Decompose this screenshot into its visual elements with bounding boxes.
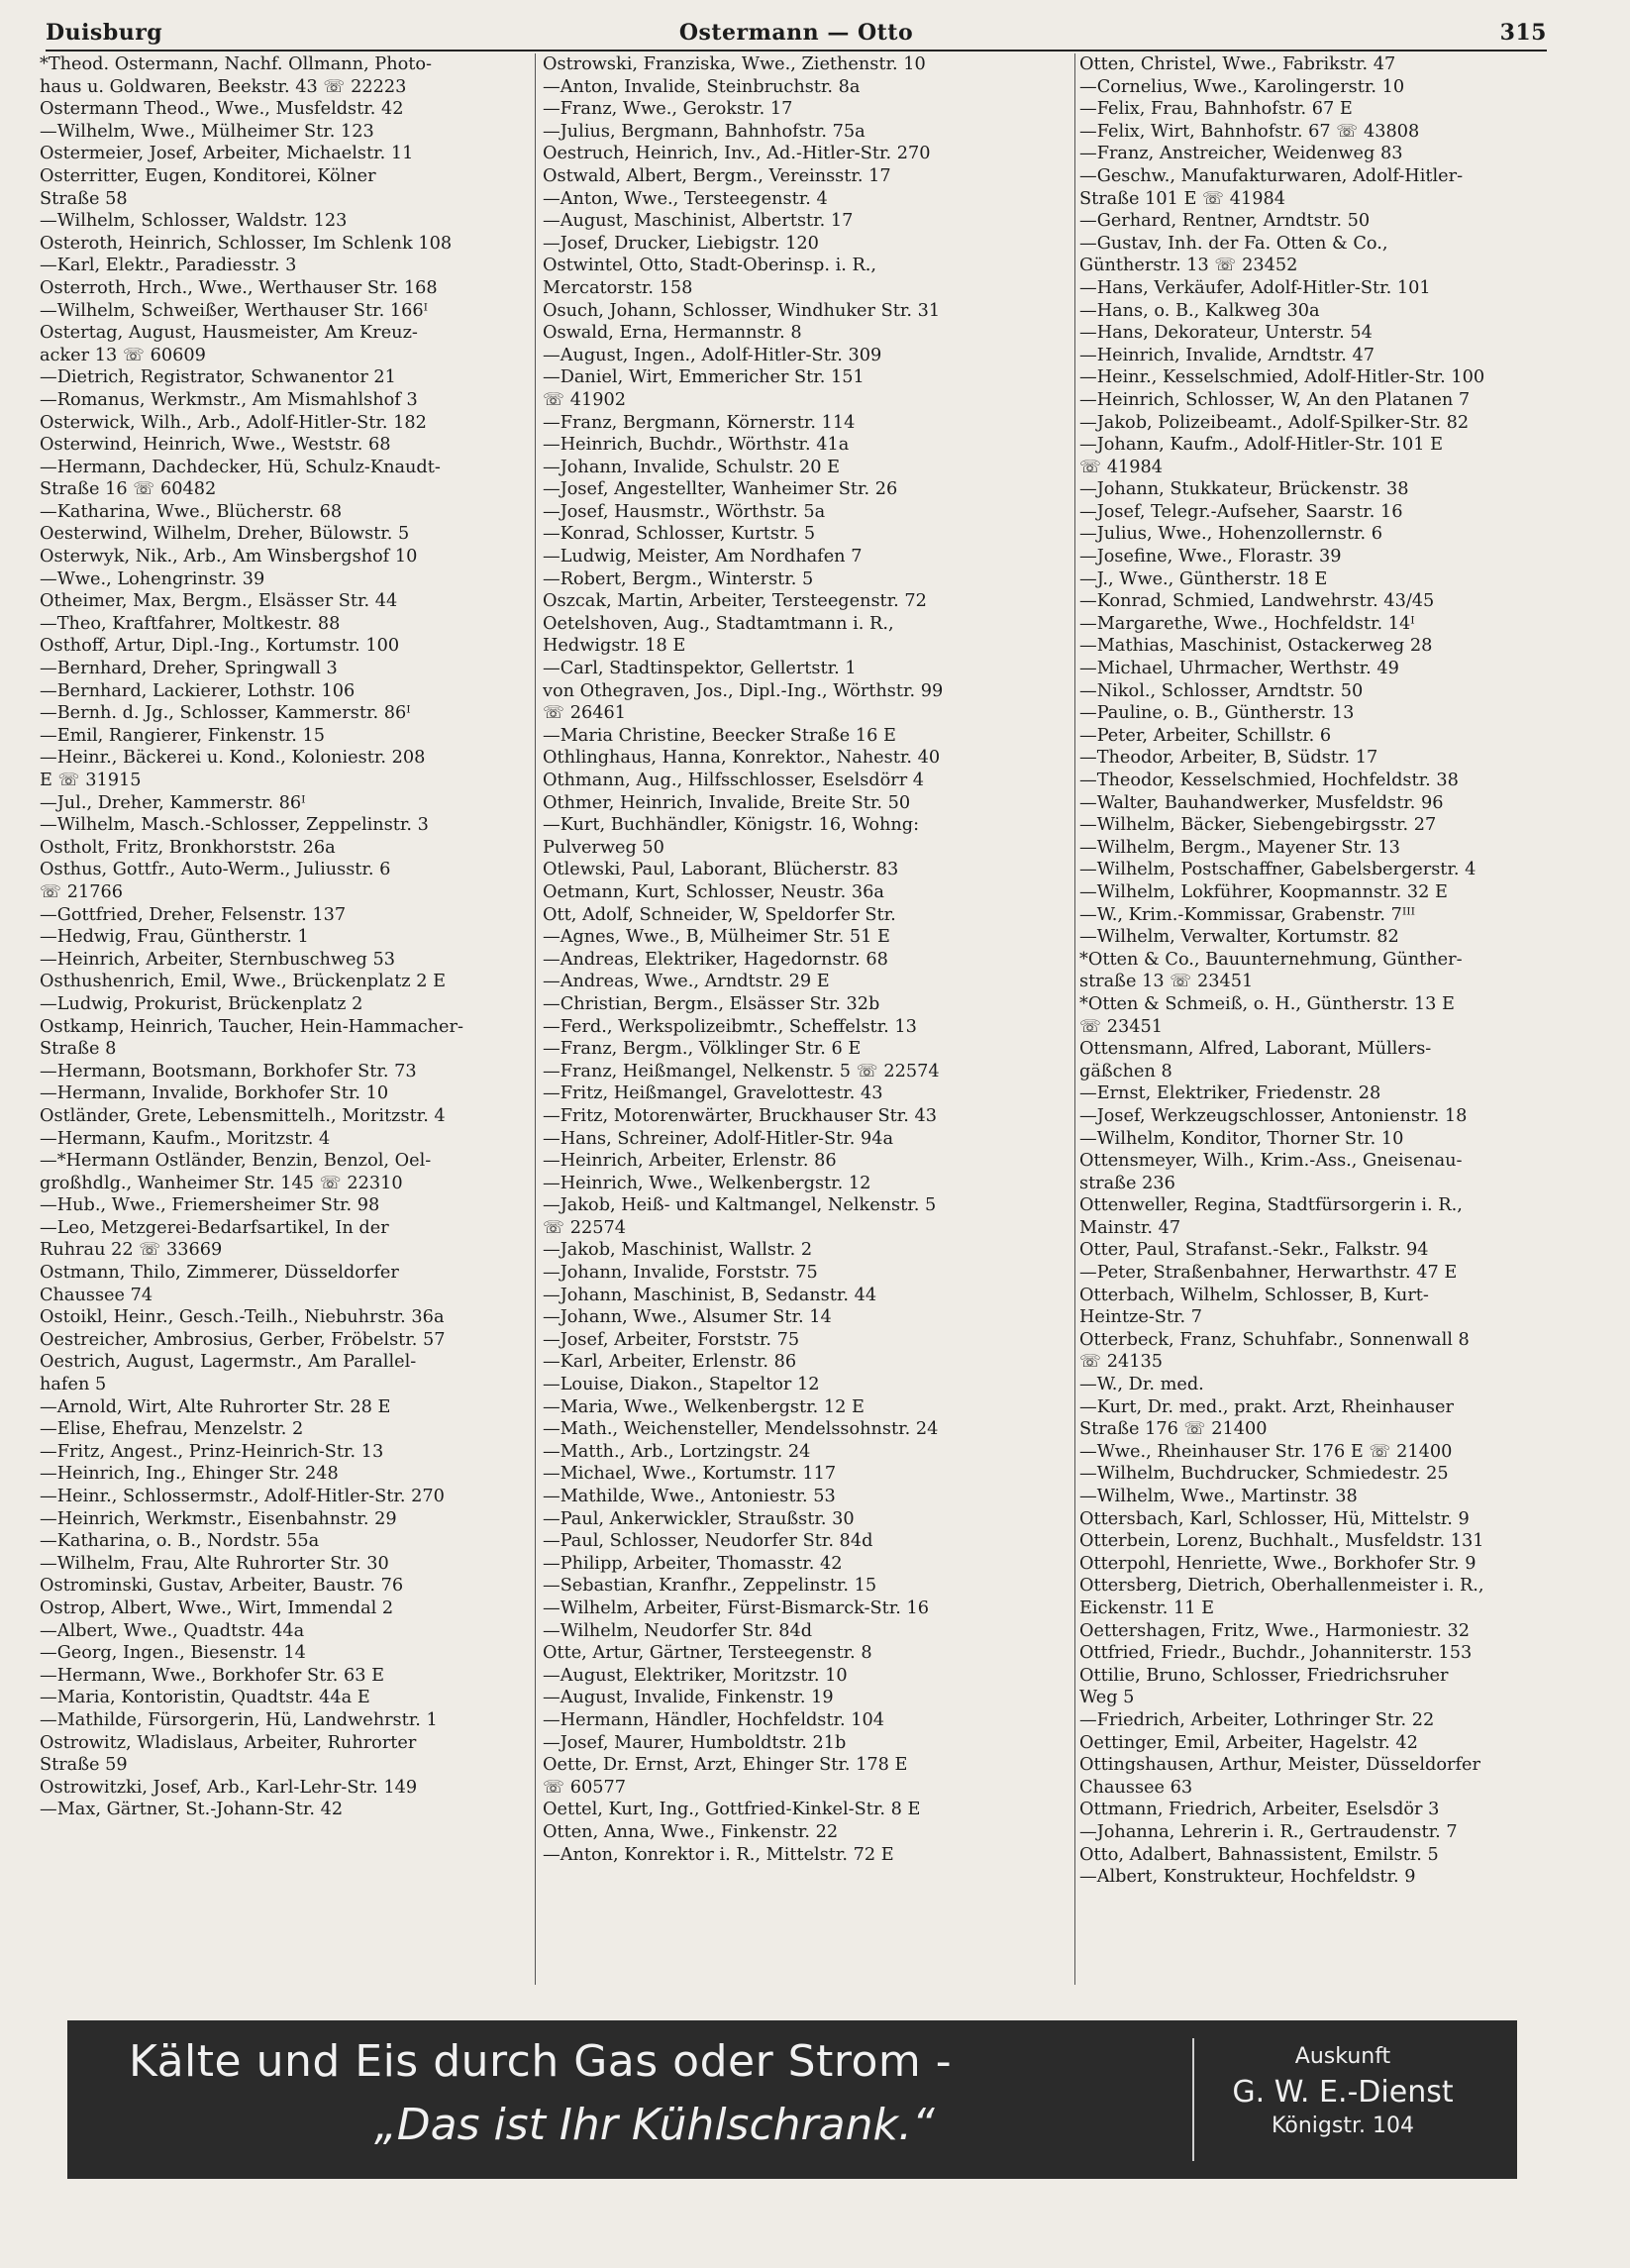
directory-entry: —Julius, Bergmann, Bahnhofstr. 75a bbox=[543, 121, 866, 142]
directory-entry: Othmer, Heinrich, Invalide, Breite Str. 50 bbox=[543, 792, 911, 813]
directory-entry: acker 13 ☏ 60609 bbox=[40, 345, 206, 365]
directory-entry: —Konrad, Schlosser, Kurtstr. 5 bbox=[543, 524, 816, 545]
directory-entry: Oetelshoven, Aug., Stadtamtmann i. R., bbox=[543, 613, 894, 634]
directory-entry: straße 236 bbox=[1079, 1173, 1175, 1193]
directory-entry: —Mathias, Maschinist, Ostackerweg 28 bbox=[1079, 636, 1433, 657]
directory-entry: —Josef, Arbeiter, Forststr. 75 bbox=[543, 1329, 800, 1350]
directory-entry: Ostländer, Grete, Lebensmittelh., Moritzstr. 4 bbox=[40, 1105, 446, 1126]
directory-entry: —Peter, Arbeiter, Schillstr. 6 bbox=[1079, 725, 1332, 746]
directory-entry: —Franz, Anstreicher, Weidenweg 83 bbox=[1079, 144, 1403, 164]
directory-entry: —Theodor, Arbeiter, B, Südstr. 17 bbox=[1079, 748, 1378, 769]
directory-entry: Otterbach, Wilhelm, Schlosser, B, Kurt- bbox=[1079, 1285, 1429, 1305]
directory-entry: —Paul, Schlosser, Neudorfer Str. 84d bbox=[543, 1531, 873, 1552]
directory-entry: —Wilhelm, Konditor, Thorner Str. 10 bbox=[1079, 1128, 1404, 1149]
directory-entry: —Paul, Ankerwickler, Straußstr. 30 bbox=[543, 1508, 855, 1529]
directory-entry: —Hub., Wwe., Friemersheimer Str. 98 bbox=[40, 1195, 380, 1216]
directory-entry: Ostermann Theod., Wwe., Musfeldstr. 42 bbox=[40, 99, 404, 120]
directory-columns bbox=[40, 53, 1555, 1985]
directory-entry: —Bernhard, Dreher, Springwall 3 bbox=[40, 659, 338, 679]
directory-entry: Ottersbach, Karl, Schlosser, Hü, Mittelstr. 9 bbox=[1079, 1508, 1470, 1529]
directory-entry: —W., Dr. med. bbox=[1079, 1375, 1204, 1395]
directory-entry: —Julius, Wwe., Hohenzollernstr. 6 bbox=[1079, 524, 1382, 545]
directory-entry: ☏ 26461 bbox=[543, 703, 627, 724]
directory-entry: —Wilhelm, Wwe., Martinstr. 38 bbox=[1079, 1487, 1358, 1506]
directory-entry: hafen 5 bbox=[40, 1375, 107, 1395]
directory-entry: —Josef, Drucker, Liebigstr. 120 bbox=[543, 233, 819, 254]
directory-entry: Ostmann, Thilo, Zimmerer, Düsseldorfer bbox=[40, 1263, 399, 1284]
directory-entry: Otlewski, Paul, Laborant, Blücherstr. 83 bbox=[543, 860, 899, 880]
directory-entry: —Albert, Wwe., Quadtstr. 44a bbox=[40, 1620, 305, 1641]
directory-entry: Ostrop, Albert, Wwe., Wirt, Immendal 2 bbox=[40, 1598, 394, 1618]
directory-entry: Eickenstr. 11 E bbox=[1079, 1598, 1215, 1618]
directory-entry: Otterbeck, Franz, Schuhfabr., Sonnenwall 8 bbox=[1079, 1329, 1470, 1350]
directory-entry: Ostwintel, Otto, Stadt-Oberinsp. i. R., bbox=[543, 256, 877, 276]
directory-entry: —Wwe., Lohengrinstr. 39 bbox=[40, 568, 265, 589]
directory-entry: Ostrowitz, Wladislaus, Arbeiter, Ruhrorter bbox=[40, 1732, 417, 1753]
directory-entry: Mainstr. 47 bbox=[1079, 1217, 1181, 1238]
directory-entry: —Theodor, Kesselschmied, Hochfeldstr. 38 bbox=[1079, 771, 1459, 790]
directory-entry: Oestrich, August, Lagermstr., Am Parallel- bbox=[40, 1352, 417, 1373]
directory-entry: —Gustav, Inh. der Fa. Otten & Co., bbox=[1079, 233, 1388, 254]
directory-entry: Ottfried, Friedr., Buchdr., Johanniterstr. 153 bbox=[1079, 1643, 1473, 1664]
directory-entry: —Hermann, Händler, Hochfeldstr. 104 bbox=[543, 1709, 885, 1730]
directory-entry: —Daniel, Wirt, Emmericher Str. 151 bbox=[543, 367, 865, 388]
directory-entry: —Carl, Stadtinspektor, Gellertstr. 1 bbox=[543, 659, 857, 679]
directory-entry: —Wwe., Rheinhauser Str. 176 E ☏ 21400 bbox=[1079, 1441, 1453, 1462]
directory-entry: Oestruch, Heinrich, Inv., Ad.-Hitler-Str. 270 bbox=[543, 144, 931, 164]
directory-entry: Osterroth, Hrch., Wwe., Werthauser Str. 168 bbox=[40, 277, 438, 298]
directory-entry: —Wilhelm, Masch.-Schlosser, Zeppelinstr. 3 bbox=[40, 815, 429, 836]
ad-box-title: Auskunft bbox=[1294, 2044, 1391, 2069]
header-range: Ostermann — Otto bbox=[678, 20, 914, 46]
directory-entry: —Josef, Angestellter, Wanheimer Str. 26 bbox=[543, 479, 898, 500]
directory-entry: —Johann, Kaufm., Adolf-Hitler-Str. 101 E bbox=[1079, 435, 1444, 456]
ad-box-address: Königstr. 104 bbox=[1272, 2113, 1414, 2138]
directory-entry: Oettershagen, Fritz, Wwe., Harmoniestr. 32 bbox=[1079, 1620, 1471, 1641]
directory-entry: von Othegraven, Jos., Dipl.-Ing., Wörthstr. 99 bbox=[543, 680, 944, 701]
directory-entry: ☏ 60577 bbox=[543, 1777, 627, 1798]
directory-entry: Oettinger, Emil, Arbeiter, Hagelstr. 42 bbox=[1079, 1732, 1418, 1753]
directory-entry: Oettel, Kurt, Ing., Gottfried-Kinkel-Str. 8 E bbox=[543, 1800, 921, 1820]
directory-entry: *Otten & Co., Bauunternehmung, Günther- bbox=[1079, 949, 1463, 970]
directory-entry: —Margarethe, Wwe., Hochfeldstr. 14ᴵ bbox=[1079, 613, 1415, 634]
directory-entry: —Bernh. d. Jg., Schlosser, Kammerstr. 86ᴵ bbox=[40, 703, 411, 724]
directory-entry: —Johanna, Lehrerin i. R., Gertraudenstr. 7 bbox=[1079, 1821, 1458, 1842]
directory-entry: ☏ 41902 bbox=[543, 389, 627, 410]
directory-column-3 bbox=[1079, 53, 1555, 1985]
directory-entry: Otten, Anna, Wwe., Finkenstr. 22 bbox=[543, 1821, 839, 1842]
directory-entry: —Wilhelm, Wwe., Mülheimer Str. 123 bbox=[40, 121, 374, 142]
directory-entry: Güntherstr. 13 ☏ 23452 bbox=[1079, 256, 1298, 276]
directory-entry: —Ferd., Werkspolizeibmtr., Scheffelstr. 13 bbox=[543, 1016, 917, 1037]
ad-headline: Kälte und Eis durch Gas oder Strom - bbox=[129, 2036, 953, 2087]
directory-entry: —Anton, Invalide, Steinbruchstr. 8a bbox=[543, 76, 861, 97]
directory-entry: Othlinghaus, Hanna, Konrektor., Nahestr. 40 bbox=[543, 748, 941, 769]
directory-entry: Pulverweg 50 bbox=[543, 837, 664, 858]
directory-entry: —Robert, Bergm., Winterstr. 5 bbox=[543, 568, 814, 589]
directory-entry: großhdlg., Wanheimer Str. 145 ☏ 22310 bbox=[40, 1173, 403, 1193]
directory-column-2 bbox=[543, 53, 1070, 1985]
directory-entry: —Jul., Dreher, Kammerstr. 86ᴵ bbox=[40, 792, 306, 813]
directory-entry: Osthushenrich, Emil, Wwe., Brückenplatz 2 E bbox=[40, 972, 447, 992]
directory-entry: —Walter, Bauhandwerker, Musfeldstr. 96 bbox=[1079, 792, 1444, 813]
directory-entry: Ruhrau 22 ☏ 33669 bbox=[40, 1240, 223, 1261]
directory-entry: —August, Invalide, Finkenstr. 19 bbox=[543, 1688, 834, 1708]
directory-entry: —Hermann, Wwe., Borkhofer Str. 63 E bbox=[40, 1665, 385, 1686]
directory-entry: —Andreas, Wwe., Arndtstr. 29 E bbox=[543, 972, 830, 992]
directory-entry: —Michael, Uhrmacher, Werthstr. 49 bbox=[1079, 659, 1399, 679]
directory-entry: —Albert, Konstrukteur, Hochfeldstr. 9 bbox=[1079, 1867, 1416, 1888]
directory-entry: Chaussee 74 bbox=[40, 1285, 153, 1305]
directory-entry: —Katharina, Wwe., Blücherstr. 68 bbox=[40, 501, 343, 522]
directory-entry: —Heinrich, Werkmstr., Eisenbahnstr. 29 bbox=[40, 1508, 397, 1529]
directory-entry: —Franz, Heißmangel, Nelkenstr. 5 ☏ 22574 bbox=[543, 1061, 940, 1082]
directory-entry: —Josef, Maurer, Humboldtstr. 21b bbox=[543, 1732, 847, 1753]
directory-entry: —Wilhelm, Postschaffner, Gabelsbergerstr. 4 bbox=[1079, 860, 1477, 880]
directory-entry: Straße 8 bbox=[40, 1039, 117, 1060]
directory-entry: —Wilhelm, Frau, Alte Ruhrorter Str. 30 bbox=[40, 1553, 389, 1574]
directory-entry: Oswald, Erna, Hermannstr. 8 bbox=[543, 323, 802, 344]
directory-entry: haus u. Goldwaren, Beekstr. 43 ☏ 22223 bbox=[40, 76, 407, 97]
directory-entry: Ottersberg, Dietrich, Oberhallenmeister i. R., bbox=[1079, 1576, 1484, 1597]
directory-entry: —Heinr., Schlossermstr., Adolf-Hitler-Str. 270 bbox=[40, 1487, 445, 1506]
directory-entry: Oesterwind, Wilhelm, Dreher, Bülowstr. 5 bbox=[40, 524, 410, 545]
directory-entry: Heintze-Str. 7 bbox=[1079, 1307, 1203, 1328]
directory-entry: *Otten & Schmeiß, o. H., Güntherstr. 13 E bbox=[1079, 993, 1455, 1014]
directory-entry: —Hans, Verkäufer, Adolf-Hitler-Str. 101 bbox=[1079, 277, 1431, 298]
directory-entry: Ostwald, Albert, Bergm., Vereinsstr. 17 bbox=[543, 165, 891, 186]
directory-entry: —Jakob, Polizeibeamt., Adolf-Spilker-Str. 82 bbox=[1079, 412, 1470, 433]
directory-entry: Otto, Adalbert, Bahnassistent, Emilstr. 5 bbox=[1079, 1844, 1439, 1865]
directory-entry: —Peter, Straßenbahner, Herwarthstr. 47 E bbox=[1079, 1263, 1458, 1284]
directory-entry: —Johann, Maschinist, B, Sedanstr. 44 bbox=[543, 1285, 877, 1305]
directory-entry: Osterwyk, Nik., Arb., Am Winsbergshof 10 bbox=[40, 547, 418, 567]
directory-entry: —Fritz, Angest., Prinz-Heinrich-Str. 13 bbox=[40, 1441, 384, 1462]
directory-entry: —Pauline, o. B., Güntherstr. 13 bbox=[1079, 703, 1355, 724]
directory-entry: —August, Maschinist, Albertstr. 17 bbox=[543, 211, 854, 232]
directory-entry: —Karl, Elektr., Paradiesstr. 3 bbox=[40, 256, 297, 276]
directory-entry: —Fritz, Heißmangel, Gravelottestr. 43 bbox=[543, 1083, 883, 1104]
directory-entry: —Philipp, Arbeiter, Thomasstr. 42 bbox=[543, 1553, 843, 1574]
directory-entry: —Anton, Konrektor i. R., Mittelstr. 72 E bbox=[543, 1844, 894, 1865]
directory-entry: —Wilhelm, Bäcker, Siebengebirgsstr. 27 bbox=[1079, 815, 1437, 836]
directory-entry: Ott, Adolf, Schneider, W, Speldorfer Str. bbox=[543, 904, 896, 925]
directory-entry: —Heinrich, Schlosser, W, An den Platanen 7 bbox=[1079, 389, 1471, 410]
directory-entry: —Dietrich, Registrator, Schwanentor 21 bbox=[40, 367, 396, 388]
page-number: 315 bbox=[1499, 20, 1547, 46]
directory-entry: —Ludwig, Meister, Am Nordhafen 7 bbox=[543, 547, 863, 567]
directory-entry: —Cornelius, Wwe., Karolingerstr. 10 bbox=[1079, 76, 1405, 97]
directory-entry: —*Hermann Ostländer, Benzin, Benzol, Oel- bbox=[40, 1151, 432, 1172]
directory-entry: Ostertag, August, Hausmeister, Am Kreuz- bbox=[40, 323, 418, 344]
directory-entry: straße 13 ☏ 23451 bbox=[1079, 972, 1254, 992]
directory-entry: —Maria, Kontoristin, Quadtstr. 44a E bbox=[40, 1688, 370, 1708]
ad-box-name: G. W. E.-Dienst bbox=[1232, 2075, 1454, 2110]
directory-entry: gäßchen 8 bbox=[1079, 1061, 1172, 1082]
directory-entry: —Heinrich, Buchdr., Wörthstr. 41a bbox=[543, 435, 850, 456]
directory-entry: —Maria Christine, Beecker Straße 16 E bbox=[543, 725, 896, 746]
directory-entry: —W., Krim.-Kommissar, Grabenstr. 7ᴵᴵᴵ bbox=[1079, 904, 1416, 925]
directory-entry: Osterwind, Heinrich, Wwe., Weststr. 68 bbox=[40, 435, 391, 456]
directory-entry: Straße 59 bbox=[40, 1755, 128, 1776]
directory-entry: Oetmann, Kurt, Schlosser, Neustr. 36a bbox=[543, 881, 884, 902]
directory-entry: Ostrowitzki, Josef, Arb., Karl-Lehr-Str. 149 bbox=[40, 1777, 418, 1798]
directory-entry: Ostoikl, Heinr., Gesch.-Teilh., Niebuhrstr. 36a bbox=[40, 1307, 445, 1328]
directory-entry: —Friedrich, Arbeiter, Lothringer Str. 22 bbox=[1079, 1709, 1435, 1730]
directory-entry: —Elise, Ehefrau, Menzelstr. 2 bbox=[40, 1419, 304, 1440]
directory-entry: Weg 5 bbox=[1079, 1688, 1135, 1708]
directory-entry: —Wilhelm, Bergm., Mayener Str. 13 bbox=[1079, 837, 1400, 858]
directory-entry: Hedwigstr. 18 E bbox=[543, 636, 686, 657]
directory-entry: —Johann, Stukkateur, Brückenstr. 38 bbox=[1079, 479, 1409, 500]
directory-entry: Oestreicher, Ambrosius, Gerber, Fröbelstr. 57 bbox=[40, 1329, 446, 1350]
directory-entry: —Heinrich, Invalide, Arndtstr. 47 bbox=[1079, 345, 1375, 365]
directory-entry: —Heinrich, Ing., Ehinger Str. 248 bbox=[40, 1464, 339, 1485]
directory-entry: Oszcak, Martin, Arbeiter, Tersteegenstr. 72 bbox=[543, 591, 927, 612]
directory-entry: —Wilhelm, Verwalter, Kortumstr. 82 bbox=[1079, 927, 1399, 948]
directory-column-1 bbox=[40, 53, 529, 1985]
directory-entry: —Matth., Arb., Lortzingstr. 24 bbox=[543, 1441, 811, 1462]
directory-entry: —Wilhelm, Neudorfer Str. 84d bbox=[543, 1620, 813, 1641]
directory-entry: —Felix, Frau, Bahnhofstr. 67 E bbox=[1079, 99, 1353, 120]
directory-entry: —Romanus, Werkmstr., Am Mismahlshof 3 bbox=[40, 389, 418, 410]
directory-entry: Osterwick, Wilh., Arb., Adolf-Hitler-Str. 182 bbox=[40, 412, 427, 433]
directory-entry: —Wilhelm, Schweißer, Werthauser Str. 166ᴵ bbox=[40, 300, 428, 321]
directory-entry: Chaussee 63 bbox=[1079, 1777, 1193, 1798]
directory-entry: —Michael, Wwe., Kortumstr. 117 bbox=[543, 1464, 837, 1485]
directory-entry: —Heinrich, Arbeiter, Erlenstr. 86 bbox=[543, 1151, 837, 1172]
directory-entry: —Hans, o. B., Kalkweg 30a bbox=[1079, 300, 1320, 321]
directory-entry: —Mathilde, Fürsorgerin, Hü, Landwehrstr. 1 bbox=[40, 1709, 438, 1730]
directory-entry: ☏ 24135 bbox=[1079, 1352, 1164, 1373]
directory-entry: —Christian, Bergm., Elsässer Str. 32b bbox=[543, 993, 880, 1014]
directory-entry: —Franz, Bergm., Völklinger Str. 6 E bbox=[543, 1039, 862, 1060]
directory-entry: Ottmann, Friedrich, Arbeiter, Eselsdör 3 bbox=[1079, 1800, 1440, 1820]
directory-entry: —Hermann, Invalide, Borkhofer Str. 10 bbox=[40, 1083, 389, 1104]
page-header bbox=[46, 16, 1547, 52]
directory-entry: —Felix, Wirt, Bahnhofstr. 67 ☏ 43808 bbox=[1079, 121, 1420, 142]
directory-entry: —Ludwig, Prokurist, Brückenplatz 2 bbox=[40, 993, 363, 1014]
directory-entry: —Gerhard, Rentner, Arndtstr. 50 bbox=[1079, 211, 1371, 232]
directory-entry: ☏ 41984 bbox=[1079, 457, 1164, 477]
directory-entry: —Anton, Wwe., Tersteegenstr. 4 bbox=[543, 188, 828, 209]
directory-entry: Ottensmeyer, Wilh., Krim.-Ass., Gneisenau- bbox=[1079, 1151, 1463, 1172]
directory-entry: —Johann, Wwe., Alsumer Str. 14 bbox=[543, 1307, 832, 1328]
directory-entry: Ostrominski, Gustav, Arbeiter, Baustr. 76 bbox=[40, 1576, 404, 1597]
directory-entry: —Franz, Wwe., Gerokstr. 17 bbox=[543, 99, 793, 120]
directory-entry: —Maria, Wwe., Welkenbergstr. 12 E bbox=[543, 1396, 865, 1417]
directory-entry: —Bernhard, Lackierer, Lothstr. 106 bbox=[40, 680, 356, 701]
directory-entry: —Johann, Invalide, Schulstr. 20 E bbox=[543, 457, 841, 477]
directory-entry: —Wilhelm, Schlosser, Waldstr. 123 bbox=[40, 211, 348, 232]
directory-entry: —Ernst, Elektriker, Friedenstr. 28 bbox=[1079, 1083, 1381, 1104]
directory-entry: ☏ 22574 bbox=[543, 1217, 627, 1238]
directory-entry: Ostrowski, Franziska, Wwe., Ziethenstr. 10 bbox=[543, 54, 926, 74]
ad-slogan: „Das ist Ihr Kühlschrank.“ bbox=[374, 2100, 935, 2150]
advertisement-banner bbox=[67, 2020, 1517, 2179]
directory-entry: —Arnold, Wirt, Alte Ruhrorter Str. 28 E bbox=[40, 1396, 391, 1417]
directory-entry: Ostholt, Fritz, Bronkhorststr. 26a bbox=[40, 837, 336, 858]
directory-entry: ☏ 21766 bbox=[40, 881, 124, 902]
directory-entry: —Nikol., Schlosser, Arndtstr. 50 bbox=[1079, 680, 1364, 701]
directory-entry: —Josef, Hausmstr., Wörthstr. 5a bbox=[543, 501, 826, 522]
directory-entry: Otterbein, Lorenz, Buchhalt., Musfeldstr. 131 bbox=[1079, 1531, 1484, 1552]
directory-entry: —Heinr., Bäckerei u. Kond., Koloniestr. 208 bbox=[40, 748, 426, 769]
directory-entry: —Heinrich, Arbeiter, Sternbuschweg 53 bbox=[40, 949, 395, 970]
directory-entry: Ottingshausen, Arthur, Meister, Düsseldorfer bbox=[1079, 1755, 1480, 1776]
column-divider bbox=[535, 53, 536, 1985]
directory-entry: Straße 176 ☏ 21400 bbox=[1079, 1419, 1268, 1440]
directory-entry: Othmann, Aug., Hilfsschlosser, Eselsdörr 4 bbox=[543, 771, 925, 790]
directory-entry: Straße 58 bbox=[40, 188, 128, 209]
directory-entry: —Emil, Rangierer, Finkenstr. 15 bbox=[40, 725, 326, 746]
directory-entry: —Leo, Metzgerei-Bedarfsartikel, In der bbox=[40, 1217, 389, 1238]
directory-entry: —Geschw., Manufakturwaren, Adolf-Hitler- bbox=[1079, 165, 1464, 186]
directory-entry: Ottenweller, Regina, Stadtfürsorgerin i. R., bbox=[1079, 1195, 1463, 1216]
directory-entry: —Math., Weichensteller, Mendelssohnstr. 24 bbox=[543, 1419, 939, 1440]
directory-entry: —Josef, Werkzeugschlosser, Antonienstr. 18 bbox=[1079, 1105, 1468, 1126]
directory-entry: —Hedwig, Frau, Güntherstr. 1 bbox=[40, 927, 309, 948]
directory-entry: —Gottfried, Dreher, Felsenstr. 137 bbox=[40, 904, 347, 925]
directory-entry: *Theod. Ostermann, Nachf. Ollmann, Photo- bbox=[40, 54, 432, 74]
directory-entry: Osteroth, Heinrich, Schlosser, Im Schlenk 108 bbox=[40, 233, 453, 254]
directory-entry: —Katharina, o. B., Nordstr. 55a bbox=[40, 1531, 320, 1552]
directory-entry: —Karl, Arbeiter, Erlenstr. 86 bbox=[543, 1352, 797, 1373]
directory-entry: —Josef, Telegr.-Aufseher, Saarstr. 16 bbox=[1079, 501, 1403, 522]
directory-entry: Ostermeier, Josef, Arbeiter, Michaelstr. 11 bbox=[40, 144, 414, 164]
directory-entry: —Andreas, Elektriker, Hagedornstr. 68 bbox=[543, 949, 888, 970]
ad-info-box bbox=[1192, 2038, 1491, 2161]
directory-entry: —Sebastian, Kranfhr., Zeppelinstr. 15 bbox=[543, 1576, 877, 1597]
directory-entry: —Hans, Schreiner, Adolf-Hitler-Str. 94a bbox=[543, 1128, 894, 1149]
directory-entry: —Hans, Dekorateur, Unterstr. 54 bbox=[1079, 323, 1373, 344]
directory-entry: Osterritter, Eugen, Konditorei, Kölner bbox=[40, 165, 376, 186]
directory-entry: —Franz, Bergmann, Körnerstr. 114 bbox=[543, 412, 856, 433]
directory-entry: —August, Elektriker, Moritzstr. 10 bbox=[543, 1665, 848, 1686]
directory-entry: —J., Wwe., Güntherstr. 18 E bbox=[1079, 568, 1328, 589]
directory-entry: Straße 16 ☏ 60482 bbox=[40, 479, 217, 500]
directory-entry: E ☏ 31915 bbox=[40, 771, 142, 790]
directory-entry: Otte, Artur, Gärtner, Tersteegenstr. 8 bbox=[543, 1643, 872, 1664]
directory-entry: Oette, Dr. Ernst, Arzt, Ehinger Str. 178 E bbox=[543, 1755, 908, 1776]
directory-entry: —Johann, Invalide, Forststr. 75 bbox=[543, 1263, 818, 1284]
directory-entry: —Hermann, Bootsmann, Borkhofer Str. 73 bbox=[40, 1061, 417, 1082]
directory-entry: —Max, Gärtner, St.-Johann-Str. 42 bbox=[40, 1800, 344, 1820]
column-divider bbox=[1074, 53, 1075, 1985]
directory-entry: —Kurt, Dr. med., prakt. Arzt, Rheinhauser bbox=[1079, 1396, 1454, 1417]
directory-entry: Otheimer, Max, Bergm., Elsässer Str. 44 bbox=[40, 591, 398, 612]
directory-entry: —Hermann, Dachdecker, Hü, Schulz-Knaudt- bbox=[40, 457, 441, 477]
directory-entry: Ostkamp, Heinrich, Taucher, Hein-Hammacher- bbox=[40, 1016, 463, 1037]
directory-entry: Osuch, Johann, Schlosser, Windhuker Str. 31 bbox=[543, 300, 941, 321]
directory-entry: —Jakob, Maschinist, Wallstr. 2 bbox=[543, 1240, 813, 1261]
directory-entry: Otten, Christel, Wwe., Fabrikstr. 47 bbox=[1079, 54, 1396, 74]
directory-entry: —Georg, Ingen., Biesenstr. 14 bbox=[40, 1643, 306, 1664]
directory-entry: —Wilhelm, Buchdrucker, Schmiedestr. 25 bbox=[1079, 1464, 1449, 1485]
directory-entry: Otterpohl, Henriette, Wwe., Borkhofer Str. 9 bbox=[1079, 1553, 1477, 1574]
directory-entry: Ottensmann, Alfred, Laborant, Müllers- bbox=[1079, 1039, 1432, 1060]
directory-entry: Otter, Paul, Strafanst.-Sekr., Falkstr. 94 bbox=[1079, 1240, 1429, 1261]
directory-entry: ☏ 23451 bbox=[1079, 1016, 1164, 1037]
directory-entry: Mercatorstr. 158 bbox=[543, 277, 693, 298]
directory-entry: Straße 101 E ☏ 41984 bbox=[1079, 188, 1286, 209]
directory-entry: —August, Ingen., Adolf-Hitler-Str. 309 bbox=[543, 345, 882, 365]
header-city: Duisburg bbox=[46, 20, 163, 46]
directory-entry: —Hermann, Kaufm., Moritzstr. 4 bbox=[40, 1128, 331, 1149]
directory-entry: —Heinr., Kesselschmied, Adolf-Hitler-Str. 100 bbox=[1079, 367, 1485, 388]
directory-entry: —Konrad, Schmied, Landwehrstr. 43/45 bbox=[1079, 591, 1435, 612]
directory-entry: —Wilhelm, Lokführer, Koopmannstr. 32 E bbox=[1079, 881, 1448, 902]
directory-entry: —Louise, Diakon., Stapeltor 12 bbox=[543, 1375, 820, 1395]
directory-entry: —Jakob, Heiß- und Kaltmangel, Nelkenstr. 5 bbox=[543, 1195, 937, 1216]
directory-entry: —Agnes, Wwe., B, Mülheimer Str. 51 E bbox=[543, 927, 890, 948]
directory-entry: Osthoff, Artur, Dipl.-Ing., Kortumstr. 100 bbox=[40, 636, 400, 657]
directory-entry: —Kurt, Buchhändler, Königstr. 16, Wohng: bbox=[543, 815, 920, 836]
directory-entry: —Heinrich, Wwe., Welkenbergstr. 12 bbox=[543, 1173, 871, 1193]
directory-entry: —Wilhelm, Arbeiter, Fürst-Bismarck-Str. 16 bbox=[543, 1598, 929, 1618]
directory-entry: Osthus, Gottfr., Auto-Werm., Juliusstr. 6 bbox=[40, 860, 391, 880]
directory-entry: —Mathilde, Wwe., Antoniestr. 53 bbox=[543, 1487, 836, 1506]
directory-entry: —Josefine, Wwe., Florastr. 39 bbox=[1079, 547, 1342, 567]
directory-entry: —Theo, Kraftfahrer, Moltkestr. 88 bbox=[40, 613, 341, 634]
directory-entry: —Fritz, Motorenwärter, Bruckhauser Str. 43 bbox=[543, 1105, 937, 1126]
directory-entry: Ottilie, Bruno, Schlosser, Friedrichsruher bbox=[1079, 1665, 1449, 1686]
